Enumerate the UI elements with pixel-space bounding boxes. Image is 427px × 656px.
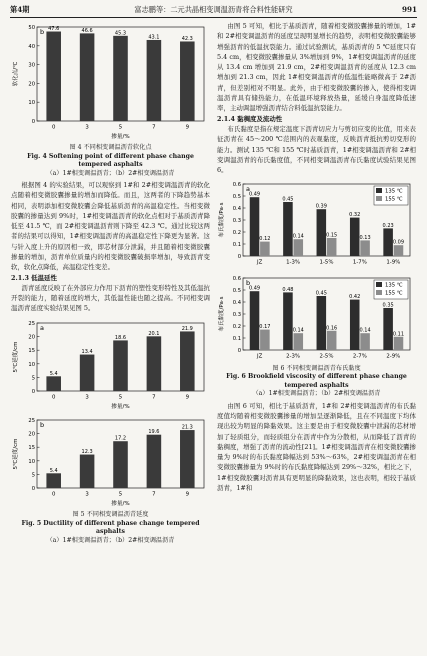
fig6b-bar bbox=[250, 291, 260, 350]
fig4b-ytick-label: 0 bbox=[31, 119, 35, 125]
fig6a-ytick-label: 0.1 bbox=[232, 242, 241, 249]
fig4b-ytick-label: 20 bbox=[28, 81, 35, 88]
fig6b-data-label: 0.17 bbox=[259, 323, 271, 330]
fig4b-ytick-label: 50 bbox=[28, 25, 35, 31]
fig4b-panel-label: b bbox=[40, 28, 45, 36]
fig6b-xtick-label: 2-3% bbox=[286, 353, 301, 360]
fig4b-xtick-label: 3 bbox=[85, 124, 89, 131]
fig6b-bar bbox=[394, 337, 404, 350]
fig6a-xtick-label: 1-9% bbox=[386, 259, 401, 266]
fig5a-panel-label: a bbox=[40, 323, 44, 332]
page-number: 991 bbox=[401, 5, 417, 14]
fig6a-bar bbox=[283, 202, 293, 256]
fig5-caption-en: Fig. 5 Ductility of different phase change tempered asphalts bbox=[21, 519, 200, 536]
fig4-caption-cn: 图 4 不同相变调温沥青软化点 bbox=[69, 144, 152, 152]
fig5b-xtick-label: 9 bbox=[185, 491, 190, 498]
fig6a-ytick-label: 0.5 bbox=[232, 194, 241, 201]
fig5b-ytick-label: 20 bbox=[28, 431, 35, 438]
fig6b-chart bbox=[217, 272, 416, 362]
fig6a-panel-label: a bbox=[246, 185, 250, 194]
fig5b-ytick-label: 15 bbox=[28, 445, 35, 452]
fig4b-data-label: 45.3 bbox=[114, 30, 127, 37]
fig6a-data-label: 0.32 bbox=[349, 212, 361, 219]
fig5b-xtick-label: 0 bbox=[51, 491, 56, 498]
fig6-caption bbox=[217, 365, 416, 399]
fig6-caption-en: Fig. 6 Brookfield viscosity of different phase change tempered asphalts bbox=[226, 373, 407, 389]
fig5b-bar bbox=[80, 455, 95, 488]
fig6b-ytick-label: 0.1 bbox=[232, 335, 241, 342]
header-rule bbox=[10, 17, 417, 18]
fig5b-ytick-label: 0 bbox=[31, 486, 35, 493]
fig5a-chart bbox=[11, 317, 210, 411]
fig4b-bar bbox=[80, 33, 95, 121]
fig5b-xtick-label: 7 bbox=[152, 491, 156, 498]
fig6b-bar bbox=[383, 308, 393, 350]
fig6a-bar bbox=[260, 242, 270, 256]
fig6b-data-label: 0.48 bbox=[282, 286, 294, 293]
left-paragraph-2: 沥青延度反映了在外部应力作用下沥青的塑性变形特性及其低温抗开裂的能力，随着延度的增大，其低温性能也随之提高。不同相变调温沥青延度实验结果见图 5。 bbox=[11, 283, 210, 313]
fig4b-xlabel: 掺量/% bbox=[111, 134, 130, 140]
fig5a-xtick-label: 0 bbox=[51, 394, 56, 401]
fig6b-data-label: 0.14 bbox=[292, 327, 304, 334]
fig6b-xtick-label: 2-7% bbox=[352, 353, 367, 360]
fig6b-ytick-label: 0.3 bbox=[232, 311, 241, 318]
fig5b-xlabel: 掺量/% bbox=[111, 501, 130, 508]
fig6a-data-label: 0.15 bbox=[326, 232, 338, 239]
fig6a-xtick-label: JZ bbox=[257, 259, 263, 266]
fig4b-bar bbox=[46, 32, 61, 121]
fig6b-ytick-label: 0 bbox=[237, 347, 241, 354]
fig6b-ytick-label: 0.6 bbox=[232, 275, 241, 282]
fig5b-xtick-label: 3 bbox=[85, 491, 89, 498]
fig5a-ylabel: 5℃延度/cm bbox=[13, 341, 19, 373]
fig6a-bar bbox=[327, 238, 337, 256]
fig5a-bar bbox=[80, 354, 95, 390]
fig4b-xtick-label: 9 bbox=[185, 124, 190, 131]
fig4-caption-sub: （a）1#相变调温沥青；（b）2#相变调温沥青 bbox=[46, 169, 175, 177]
fig4b-data-label: 46.6 bbox=[81, 27, 93, 34]
fig4b-ylabel: 软化点/℃ bbox=[13, 61, 19, 87]
fig5b-bar bbox=[180, 430, 195, 488]
fig5b-data-label: 17.2 bbox=[114, 435, 127, 442]
fig4b-chart bbox=[11, 21, 210, 141]
fig6b-legend-label: 155 ℃ bbox=[385, 290, 403, 297]
fig6a-xtick-label: 1-7% bbox=[352, 259, 367, 266]
fig5a-bar bbox=[147, 336, 162, 391]
fig6a-ytick-label: 0 bbox=[237, 254, 241, 261]
fig5b-ytick-label: 25 bbox=[28, 418, 35, 425]
running-title: 富志鹏等：二元共晶相变调温沥青将合料性能研究 bbox=[134, 5, 293, 14]
fig5b-panel-label: b bbox=[40, 421, 45, 430]
fig4b-bar bbox=[147, 40, 162, 121]
fig5a-bar bbox=[180, 331, 195, 391]
fig5a-data-label: 18.6 bbox=[114, 334, 127, 341]
right-paragraph-1: 由图 5 可知，相比于基质沥青，随着相变微胶囊掺量的增加，1#和 2#相变调温沥青的延度呈现明显增长的趋势，表明相变微胶囊能够增强沥青的低温抗裂能力。通过试验测试，基质沥青的 5 ℃延度只有 5.4 cm，相变微胶囊掺量从 3%增加到 9%，1#相变调温沥青的延度从 13.4 cm 增加到 21.9 cm，2#相变调温沥青的延度从 12.3 cm 增加到 21.3 cm，因此 1#相变调温沥青的低温性能略微高于 2#沥青，但差别相对不明显。此外，由于相变微胶囊的掺入，使得相变调温沥青具有储热能力，在低温环境释放热量，延缓自身温度降低速率，主动调温增强沥青结合料低温抗裂能力。 bbox=[217, 22, 416, 113]
fig5b-ytick-label: 10 bbox=[28, 458, 35, 465]
fig6a-ytick-label: 0.4 bbox=[232, 206, 241, 213]
fig6a-data-label: 0.49 bbox=[248, 192, 261, 199]
fig6b-xtick-label: 2-5% bbox=[319, 353, 334, 360]
fig5-caption bbox=[11, 511, 210, 545]
fig6b-bar bbox=[317, 296, 327, 350]
fig5b-data-label: 21.3 bbox=[181, 424, 193, 431]
fig6a-legend-label: 135 ℃ bbox=[385, 189, 403, 196]
fig6a-bar bbox=[250, 198, 260, 257]
fig5a-xtick-label: 9 bbox=[185, 394, 190, 401]
fig5a-ytick-label: 10 bbox=[28, 361, 35, 368]
fig6b-bar bbox=[327, 331, 337, 350]
fig6a-legend-label: 155 ℃ bbox=[385, 197, 403, 204]
fig6b-data-label: 0.45 bbox=[315, 290, 327, 297]
fig5b-data-label: 12.3 bbox=[81, 449, 93, 456]
fig6a-data-label: 0.39 bbox=[315, 204, 327, 211]
fig4-caption bbox=[11, 144, 210, 178]
fig6b-ytick-label: 0.4 bbox=[232, 299, 241, 306]
fig5b-chart bbox=[11, 414, 210, 508]
section-heading-2-1-3: 2.1.3 低温延性 bbox=[11, 273, 57, 282]
issue-label: 第4期 bbox=[10, 5, 30, 14]
right-paragraph-3: 由图 6 可知，相比于基质沥青，1#和 2#相变调温沥青的布氏黏度值均随着相变微胶囊掺量的增加呈逐渐降低，且在不同温度下均体现出较为明显的降黏效果。这主要是由于相变微胶囊中泄漏的芯材增加了轻质组分，而轻质组分在沥青中作为分散相，从而降低了沥青的黏稠度，增强了沥青的流动性[21]。1#相变调温沥青在相变微胶囊掺量为 9%时的布氏黏度降幅达到 53%～63%，2#相变调温沥青在相变微胶囊掺量为 9%时的布氏黏度降幅达到 29%～32%，相比之下，1#相变微胶囊对沥青具有更明显的降黏效果，这也表明，相较于基质沥青，1#和 bbox=[217, 401, 416, 493]
fig4b-data-label: 43.1 bbox=[148, 34, 160, 41]
fig6a-data-label: 0.14 bbox=[292, 234, 304, 241]
fig5a-ytick-label: 0 bbox=[31, 388, 35, 395]
fig5b-xtick-label: 5 bbox=[118, 491, 123, 498]
fig4b-xtick-label: 7 bbox=[152, 124, 156, 131]
fig6b-ytick-label: 0.2 bbox=[232, 323, 241, 330]
fig5a-data-label: 5.4 bbox=[49, 370, 58, 377]
fig6a-bar bbox=[394, 246, 404, 257]
fig5a-ytick-label: 25 bbox=[28, 320, 35, 327]
figure-4 bbox=[11, 21, 210, 178]
fig6a-legend-swatch bbox=[376, 196, 382, 201]
fig6b-ytick-label: 0.5 bbox=[232, 287, 241, 294]
fig6b-xtick-label: 2-9% bbox=[386, 353, 401, 360]
fig4b-data-label: 42.3 bbox=[181, 35, 193, 42]
fig6a-bar bbox=[317, 210, 327, 257]
figure-5 bbox=[11, 317, 210, 545]
fig4b-ytick-label: 30 bbox=[28, 62, 35, 69]
fig5b-ylabel: 5℃延度/cm bbox=[13, 438, 19, 470]
fig5a-xtick-label: 5 bbox=[118, 394, 123, 401]
fig6a-data-label: 0.09 bbox=[392, 240, 405, 247]
right-column bbox=[217, 21, 416, 493]
fig5b-bar bbox=[46, 473, 61, 488]
fig5b-ytick-label: 5 bbox=[31, 472, 35, 479]
fig5a-bar bbox=[46, 376, 61, 391]
fig5a-xtick-label: 3 bbox=[85, 394, 89, 401]
fig6b-bar bbox=[294, 333, 304, 350]
fig4b-xtick-label: 0 bbox=[51, 124, 56, 131]
fig6-caption-sub: （a）1#相变调温沥青；（b）2#相变调温沥青 bbox=[252, 390, 381, 398]
fig4-caption-en: Fig. 4 Softening point of different phase change tempered asphalts bbox=[27, 152, 194, 169]
fig6b-legend-swatch bbox=[376, 290, 382, 295]
fig6a-data-label: 0.23 bbox=[382, 223, 394, 230]
fig6a-ytick-label: 0.3 bbox=[232, 218, 241, 225]
fig6b-xtick-label: JZ bbox=[257, 353, 263, 360]
fig4b-ytick-label: 40 bbox=[28, 43, 35, 50]
left-paragraph-1: 根据图 4 的实验结果，可以观察到 1#和 2#相变调温沥青的软化点随着相变微胶囊掺量的增加而降低。而且，这两者的下降趋势基本相同，表明添加相变微胶囊会降低基质沥青的高温稳定性。当相变微胶囊的掺量达到 9%时，1#相变调温沥青的软化点相对于基质沥青降低至 41.5 ℃，而 2#相变调温沥青则下降至 42.3 ℃。通过比较这两者的结果可以得知，1#相变调温沥青的高温稳定性下降更为显著。这与针入度上升的原因相一致，即芯材部分泄漏，并且随着相变微胶囊掺量的增加，沥青单位质量内的相变微胶囊破损率增加，导致沥青变软，软化点降低，高温稳定性变差。 bbox=[11, 180, 210, 272]
fig5a-data-label: 21.9 bbox=[181, 325, 193, 332]
fig5a-xlabel: 掺量/% bbox=[111, 403, 130, 410]
running-header bbox=[10, 5, 417, 17]
figure-6 bbox=[217, 178, 416, 398]
fig5a-xtick-label: 7 bbox=[152, 394, 156, 401]
fig6b-legend-swatch bbox=[376, 282, 382, 287]
fig5b-bar bbox=[113, 441, 128, 488]
fig4b-ytick-label: 10 bbox=[28, 100, 35, 107]
fig4b-data-label: 47.6 bbox=[48, 26, 60, 33]
left-column bbox=[11, 21, 210, 545]
fig4b-xtick-label: 5 bbox=[118, 124, 123, 131]
fig5a-ytick-label: 5 bbox=[31, 375, 35, 382]
fig6a-data-label: 0.13 bbox=[359, 235, 371, 242]
fig6a-legend-swatch bbox=[376, 188, 382, 193]
fig6b-data-label: 0.16 bbox=[326, 325, 338, 332]
fig6b-bar bbox=[283, 292, 293, 350]
fig5-caption-cn: 图 5 不同相变调温沥青延度 bbox=[72, 511, 149, 519]
fig6a-ytick-label: 0.2 bbox=[232, 230, 241, 237]
fig6a-ytick-label: 0.6 bbox=[232, 182, 241, 189]
fig6b-ylabel: 布氏黏度/Pa·s bbox=[219, 296, 225, 332]
fig5a-bar bbox=[113, 340, 128, 391]
fig6a-bar bbox=[350, 218, 360, 256]
fig6a-xtick-label: 1-3% bbox=[286, 259, 301, 266]
fig6b-bar bbox=[260, 329, 270, 349]
section-heading-2-1-4: 2.1.4 黏稠度及流动性 bbox=[217, 114, 283, 123]
fig6b-panel-label: b bbox=[246, 278, 251, 287]
fig6b-legend-label: 135 ℃ bbox=[385, 282, 403, 289]
fig5a-data-label: 20.1 bbox=[148, 330, 160, 337]
fig6a-bar bbox=[294, 240, 304, 257]
fig5a-ytick-label: 20 bbox=[28, 334, 35, 341]
fig5b-data-label: 5.4 bbox=[49, 467, 58, 474]
fig6a-chart bbox=[217, 178, 416, 268]
fig6b-bar bbox=[350, 299, 360, 349]
fig6b-data-label: 0.42 bbox=[349, 293, 361, 300]
fig5a-data-label: 13.4 bbox=[81, 348, 93, 355]
fig6a-bar bbox=[360, 241, 370, 257]
fig5b-bar bbox=[147, 435, 162, 488]
fig6b-data-label: 0.35 bbox=[382, 302, 394, 309]
fig6a-data-label: 0.12 bbox=[259, 236, 271, 243]
fig5-caption-sub: （a）1#相变调温沥青；（b）2#相变调温沥青 bbox=[46, 536, 175, 544]
fig5b-data-label: 19.6 bbox=[148, 429, 160, 436]
fig5a-ytick-label: 15 bbox=[28, 347, 35, 354]
right-paragraph-2: 布氏黏度是指在规定温度下沥青切应力与剪切应变的比值，用来表征沥青在 45～200 ℃范围内的表观黏度，反映沥青抵抗剪切变形的能力。测试 135 ℃和 155 ℃时基质沥青，1#相变调温沥青和 2#相变调温沥青的布氏黏度值，不同相变调温沥青布氏黏度试验结果见图 6。 bbox=[217, 124, 416, 175]
fig6a-xtick-label: 1-5% bbox=[319, 259, 334, 266]
fig6a-data-label: 0.45 bbox=[282, 196, 294, 203]
fig6a-ylabel: 布氏黏度/Pa·s bbox=[219, 202, 225, 238]
fig4b-bar bbox=[113, 36, 128, 121]
fig6b-data-label: 0.11 bbox=[392, 331, 405, 338]
fig6a-bar bbox=[383, 229, 393, 257]
fig4b-bar bbox=[180, 41, 195, 121]
fig6b-bar bbox=[360, 333, 370, 350]
fig6b-data-label: 0.14 bbox=[359, 327, 371, 334]
fig6b-data-label: 0.49 bbox=[248, 285, 261, 292]
fig6-caption-cn: 图 6 不同相变调温沥青布氏黏度 bbox=[272, 365, 361, 373]
